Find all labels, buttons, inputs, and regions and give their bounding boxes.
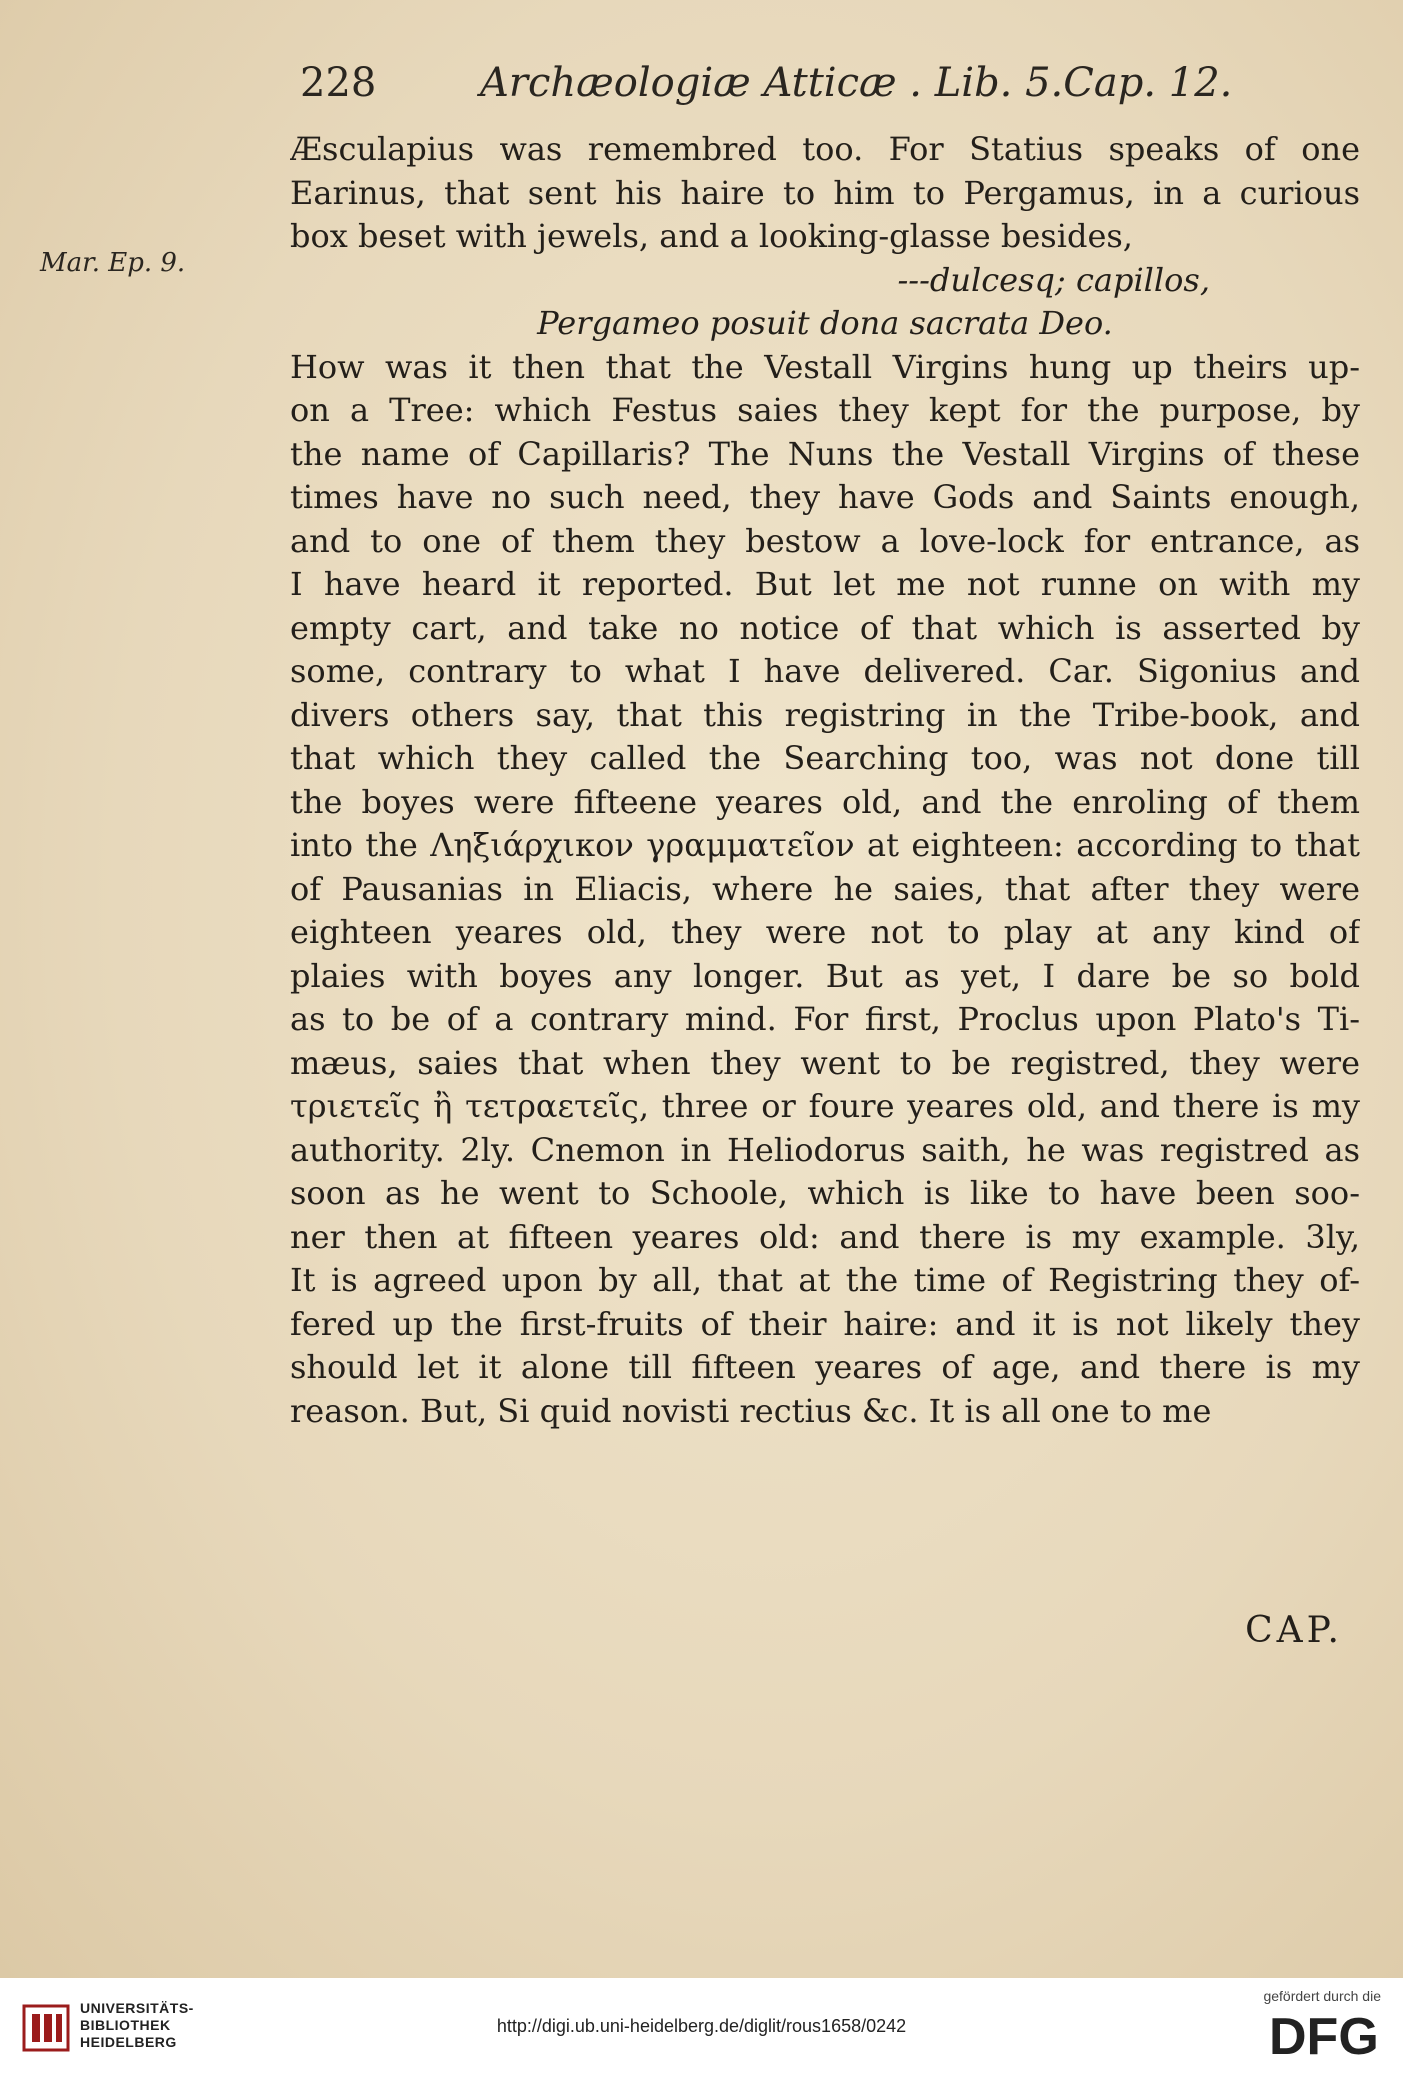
text-line: ner then at fifteen yeares old: and there is my example. 3ly, xyxy=(290,1217,1360,1256)
permalink-url[interactable]: http://digi.ub.uni-heidelberg.de/diglit/rous1658/0242 xyxy=(496,2016,907,2036)
funder-text: gefördert durch die xyxy=(1263,1988,1381,2004)
text-line: and to one of them they bestow a love-lock for entrance, as xyxy=(290,521,1360,560)
text-line: on a Tree: which Festus saies they kept for the purpose, by xyxy=(290,391,1360,429)
text-line: Æsculapius was remembred too. For Statius speaks of one xyxy=(290,130,1360,168)
text-line: the name of Capillaris? The Nuns the Vestall Virgins of these xyxy=(290,434,1360,473)
text-line: some, contrary to what I have delivered. Car. Sigonius and xyxy=(290,652,1360,690)
text-line: divers others say, that this registring in the Tribe-book, and xyxy=(290,695,1360,734)
viewer-footer xyxy=(0,1978,1403,2081)
text-line: Earinus, that sent his haire to him to Pergamus, in a curious xyxy=(290,173,1360,212)
verse-line: Pergameo posuit dona sacrata Deo. xyxy=(537,304,1113,342)
text-line: should let it alone till fifteen yeares of age, and there is my xyxy=(290,1348,1360,1386)
dfg-logo-icon xyxy=(1269,2006,1381,2062)
text-line: eighteen yeares old, they were not to play at any kind of xyxy=(290,913,1360,951)
text-line: It is agreed upon by all, that at the time of Registring they of- xyxy=(290,1261,1360,1299)
page-header xyxy=(300,60,1350,120)
catchword: CAP. xyxy=(1245,1610,1343,1651)
body-text xyxy=(290,128,1360,1433)
text-line: into the Ληξιάρχικον γραμματεῖον at eighteen: according to that xyxy=(290,826,1360,864)
text-line: as to be of a contrary mind. For first, Proclus upon Plato's Ti- xyxy=(290,1000,1360,1038)
text-line: of Pausanias in Eliacis, where he saies, that after they were xyxy=(290,869,1360,908)
text-line: fered up the first-fruits of their haire: and it is not likely they xyxy=(290,1304,1360,1343)
text-line: How was it then that the Vestall Virgins hung up theirs up- xyxy=(290,347,1360,386)
text-line: the boyes were fifteene yeares old, and the enroling of them xyxy=(290,782,1360,821)
verse-line: ---dulcesq; capillos, xyxy=(897,260,1210,299)
text-line: empty cart, and take no notice of that which is asserted by xyxy=(290,608,1360,647)
text-line: authority. 2ly. Cnemon in Heliodorus saith, he was registred as xyxy=(290,1130,1360,1169)
page-number: 228 xyxy=(300,60,377,106)
library-name: UNIVERSITÄTS- BIBLIOTHEK HEIDELBERG xyxy=(80,2000,194,2050)
text-line: mæus, saies that when they went to be registred, they were xyxy=(290,1043,1360,1082)
text-line: soon as he went to Schoole, which is like to have been soo- xyxy=(290,1174,1360,1212)
text-line: I have heard it reported. But let me not runne on with my xyxy=(290,565,1360,603)
margin-note: Mar. Ep. 9. xyxy=(40,248,186,278)
text-line: box beset with jewels, and a looking-glasse besides, xyxy=(290,217,1133,255)
running-head: Archæologiæ Atticæ . Lib. 5.Cap. 12. xyxy=(480,60,1233,106)
svg-text:DFG: DFG xyxy=(1269,2008,1379,2062)
text-line: that which they called the Searching too, was not done till xyxy=(290,739,1360,777)
text-line: τριετεῖς ἢ τετραετεῖς, three or foure yeares old, and there is my xyxy=(290,1087,1360,1125)
text-line: reason. But, Si quid novisti rectius &c. It is all one to me xyxy=(290,1391,1212,1430)
text-line: times have no such need, they have Gods and Saints enough, xyxy=(290,478,1360,516)
text-line: plaies with boyes any longer. But as yet, I dare be so bold xyxy=(290,956,1360,995)
